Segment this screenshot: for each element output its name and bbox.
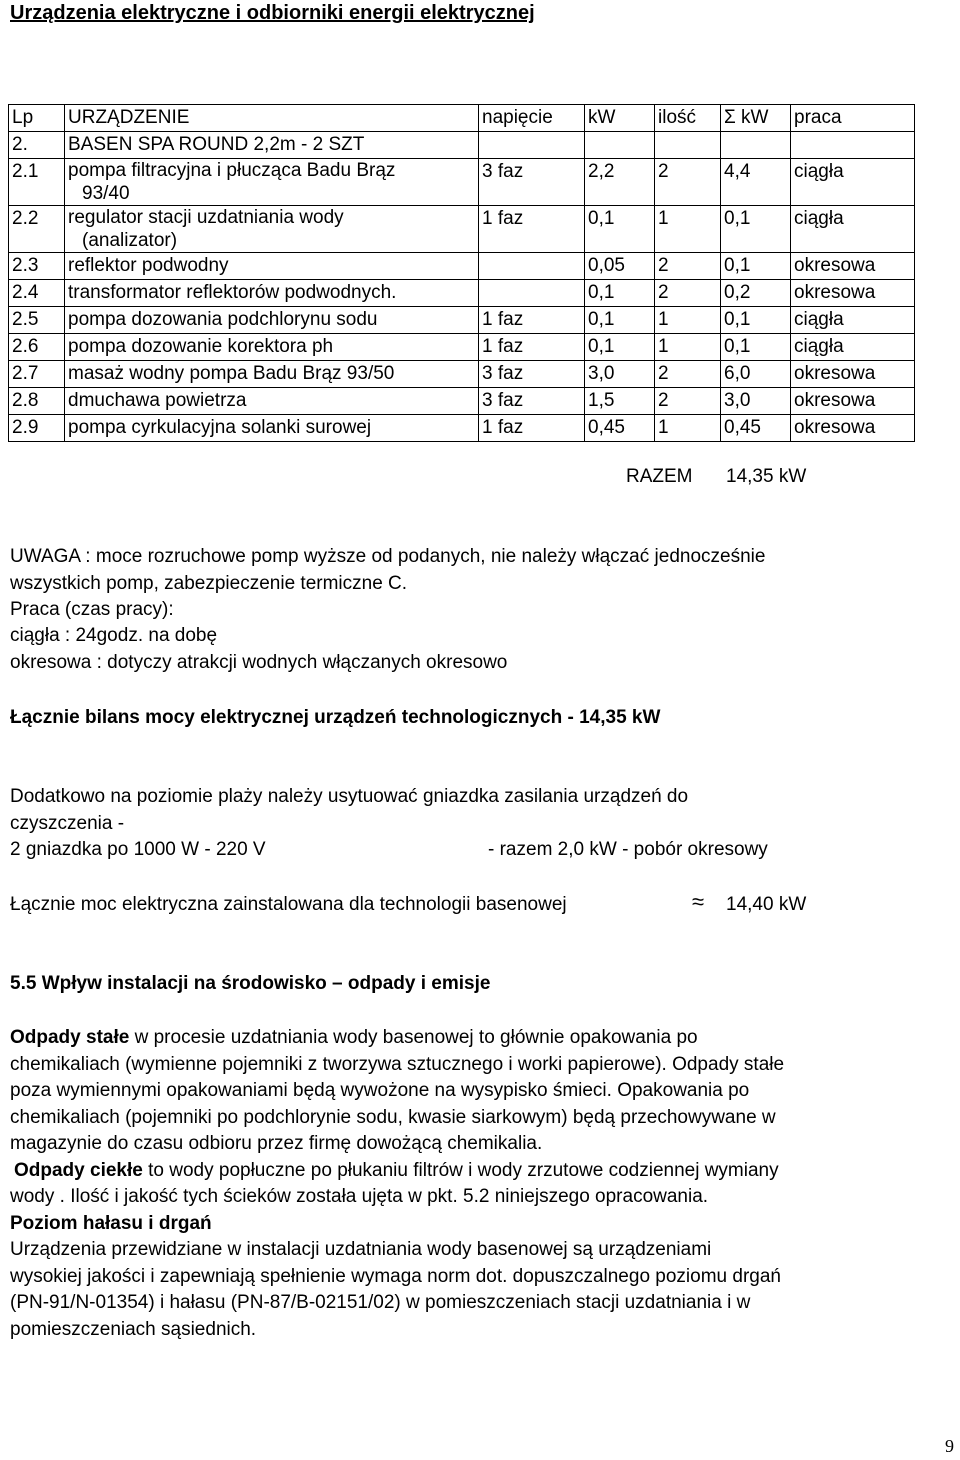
section-number: 5.5: [10, 973, 37, 994]
cell-lp: 2.3: [9, 253, 65, 280]
solid-waste-paragraph: [10, 1025, 950, 1343]
cell-voltage: 3 faz: [479, 361, 585, 388]
cell-kw: 0,05: [585, 253, 655, 280]
cell-device: masaż wodny pompa Badu Brąz 93/50: [65, 361, 479, 388]
device-name-line1: regulator stacji uzdatniania wody: [68, 207, 344, 228]
cell-sum-kw: [721, 132, 791, 159]
note-continuous: ciągła : 24godz. na dobę: [10, 625, 218, 646]
cell-work: okresowa: [791, 361, 915, 388]
cell-sum-kw: 4,4: [721, 159, 791, 206]
cell-voltage: 3 faz: [479, 159, 585, 206]
paragraph-line: chemikaliach (pojemniki po podchlorynie sodu, kwasie siarkowym) będą przechowywane w: [10, 1106, 776, 1128]
solid-waste-heading: Odpady stałe: [10, 1027, 130, 1048]
cell-qty: 1: [655, 334, 721, 361]
cell-kw: 3,0: [585, 361, 655, 388]
note-periodic: okresowa : dotyczy atrakcji wodnych włączanych okresowo: [10, 652, 508, 673]
cell-work: okresowa: [791, 415, 915, 442]
cell-sum-kw: 6,0: [721, 361, 791, 388]
noise-heading: Poziom hałasu i drgań: [10, 1212, 212, 1234]
col-header-sum-kw: Σ kW: [721, 105, 791, 132]
cell-device: pompa cyrkulacyjna solanki surowej: [65, 415, 479, 442]
approx-symbol: ≈: [692, 889, 705, 914]
cell-lp: 2.9: [9, 415, 65, 442]
cell-work: ciągła: [791, 159, 915, 206]
installed-power-value: 14,40 kW: [726, 894, 807, 915]
cell-lp: 2.6: [9, 334, 65, 361]
page-number: 9: [945, 1436, 954, 1456]
col-header-kw: kW: [585, 105, 655, 132]
table-row: [9, 388, 915, 415]
cell-sum-kw: 0,1: [721, 334, 791, 361]
paragraph-line: to wody popłuczne po płukaniu filtrów i wody zrzutowe codziennej wymiany: [142, 1159, 779, 1181]
cell-device: pompa dozowania podchlorynu sodu: [65, 307, 479, 334]
table-row: [9, 206, 915, 253]
col-header-work: praca: [791, 105, 915, 132]
section-dash: –: [332, 973, 343, 994]
cell-qty: 2: [655, 361, 721, 388]
cell-device: reflektor podwodny: [65, 253, 479, 280]
cell-qty: 2: [655, 388, 721, 415]
paragraph-line: poza wymiennymi opakowaniami będą wywożone na wysypisko śmieci. Opakowania po: [10, 1080, 750, 1101]
cell-voltage: 3 faz: [479, 388, 585, 415]
total-value: 14,35 kW: [726, 466, 807, 487]
paragraph-line: (PN-91/N-01354) i hałasu (PN-87/B-02151/02) w pomieszczeniach stacji uzdatniania i w: [10, 1292, 751, 1313]
cell-device: [65, 206, 479, 253]
cell-lp: 2.5: [9, 307, 65, 334]
sockets-total: - razem 2,0 kW - pobór okresowy: [488, 839, 768, 860]
cell-lp: 2.2: [9, 206, 65, 253]
device-name-line2: 93/40: [82, 183, 130, 204]
paragraph-line: wody . Ilość i jakość tych ścieków została ujęta w pkt. 5.2 niniejszego opracowania.: [10, 1186, 709, 1207]
cell-voltage: 1 faz: [479, 206, 585, 253]
cell-work: ciągła: [791, 206, 915, 253]
table-header-row: [9, 105, 915, 132]
installed-power-label: Łącznie moc elektryczna zainstalowana dla technologii basenowej: [10, 894, 567, 915]
section-title: Wpływ instalacji na środowisko: [36, 973, 333, 994]
cell-lp: 2.8: [9, 388, 65, 415]
col-header-voltage: napięcie: [479, 105, 585, 132]
power-balance: Łącznie bilans mocy elektrycznej urządzeń technologicznych - 14,35 kW: [10, 707, 661, 728]
device-name-line1: pompa filtracyjna i płucząca Badu Brąz: [68, 160, 396, 181]
note-warning: UWAGA : moce rozruchowe pomp wyższe od podanych, nie należy włączać jednocześnie: [10, 546, 766, 567]
cell-device: transformator reflektorów podwodnych.: [65, 280, 479, 307]
cell-voltage: [479, 132, 585, 159]
total-label: RAZEM: [626, 466, 693, 487]
table-row: [9, 132, 915, 159]
device-name-line2: (analizator): [82, 230, 178, 251]
section-heading: [10, 971, 490, 997]
cell-sum-kw: 0,45: [721, 415, 791, 442]
cell-work: okresowa: [791, 388, 915, 415]
cell-kw: 0,1: [585, 307, 655, 334]
table-row: [9, 280, 915, 307]
paragraph-line: magazynie do czasu odbioru przez firmę dowożącą chemikalia.: [10, 1133, 543, 1154]
cell-work: okresowa: [791, 280, 915, 307]
cell-kw: 0,1: [585, 280, 655, 307]
cell-kw: 0,1: [585, 206, 655, 253]
table-row: [9, 307, 915, 334]
cell-kw: [585, 132, 655, 159]
paragraph-line: chemikaliach (wymienne pojemniki z tworzywa sztucznego i worki papierowe). Odpady stałe: [10, 1053, 785, 1075]
paragraph-line: Urządzenia przewidziane w instalacji uzdatniania wody basenowej są urządzeniami: [10, 1239, 712, 1260]
cell-voltage: 1 faz: [479, 415, 585, 442]
cell-qty: [655, 132, 721, 159]
cell-work: ciągła: [791, 334, 915, 361]
cell-sum-kw: 0,1: [721, 253, 791, 280]
cell-device: dmuchawa powietrza: [65, 388, 479, 415]
cell-qty: 1: [655, 415, 721, 442]
col-header-qty: ilość: [655, 105, 721, 132]
cell-lp: 2.1: [9, 159, 65, 206]
table-row: [9, 361, 915, 388]
cell-work: ciągła: [791, 307, 915, 334]
note-work-heading: Praca (czas pracy):: [10, 599, 174, 620]
cell-qty: 2: [655, 159, 721, 206]
note-warning-cont: wszystkich pomp, zabezpieczenie termiczne C.: [10, 573, 408, 594]
cell-voltage: [479, 253, 585, 280]
table-row: [9, 159, 915, 206]
cell-kw: 2,2: [585, 159, 655, 206]
cell-qty: 1: [655, 206, 721, 253]
cell-sum-kw: 0,1: [721, 307, 791, 334]
cell-lp: 2.7: [9, 361, 65, 388]
cell-voltage: 1 faz: [479, 307, 585, 334]
section-title-end: odpady i emisje: [342, 973, 491, 994]
liquid-waste-heading: Odpady ciekłe: [14, 1159, 143, 1181]
cell-voltage: 1 faz: [479, 334, 585, 361]
cell-work: okresowa: [791, 253, 915, 280]
extra-sockets-line1: Dodatkowo na poziomie plaży należy usytuować gniazdka zasilania urządzeń do: [10, 786, 689, 807]
cell-kw: 0,1: [585, 334, 655, 361]
page-title: Urządzenia elektryczne i odbiorniki energii elektrycznej: [10, 2, 535, 24]
cell-sum-kw: 0,1: [721, 206, 791, 253]
cell-lp: 2.4: [9, 280, 65, 307]
cell-kw: 1,5: [585, 388, 655, 415]
table-row: [9, 334, 915, 361]
cell-device: [65, 159, 479, 206]
paragraph-line: pomieszczeniach sąsiednich.: [10, 1318, 257, 1340]
extra-sockets-line2: czyszczenia -: [10, 813, 125, 834]
sockets-spec: 2 gniazdka po 1000 W - 220 V: [10, 839, 266, 860]
col-header-lp: Lp: [9, 105, 65, 132]
equipment-table: [8, 104, 915, 442]
cell-sum-kw: 0,2: [721, 280, 791, 307]
cell-qty: 1: [655, 307, 721, 334]
cell-sum-kw: 3,0: [721, 388, 791, 415]
table-row: [9, 415, 915, 442]
table-row: [9, 253, 915, 280]
cell-qty: 2: [655, 253, 721, 280]
cell-voltage: [479, 280, 585, 307]
cell-device: BASEN SPA ROUND 2,2m - 2 SZT: [65, 132, 479, 159]
cell-kw: 0,45: [585, 415, 655, 442]
cell-device: pompa dozowanie korektora ph: [65, 334, 479, 361]
cell-lp: 2.: [9, 132, 65, 159]
cell-work: [791, 132, 915, 159]
paragraph-line: w procesie uzdatniania wody basenowej to głównie opakowania po: [129, 1027, 698, 1048]
cell-qty: 2: [655, 280, 721, 307]
paragraph-line: wysokiej jakości i zapewniają spełnienie wymaga norm dot. dopuszczalnego poziomu drgań: [10, 1265, 781, 1287]
col-header-device: URZĄDZENIE: [65, 105, 479, 132]
